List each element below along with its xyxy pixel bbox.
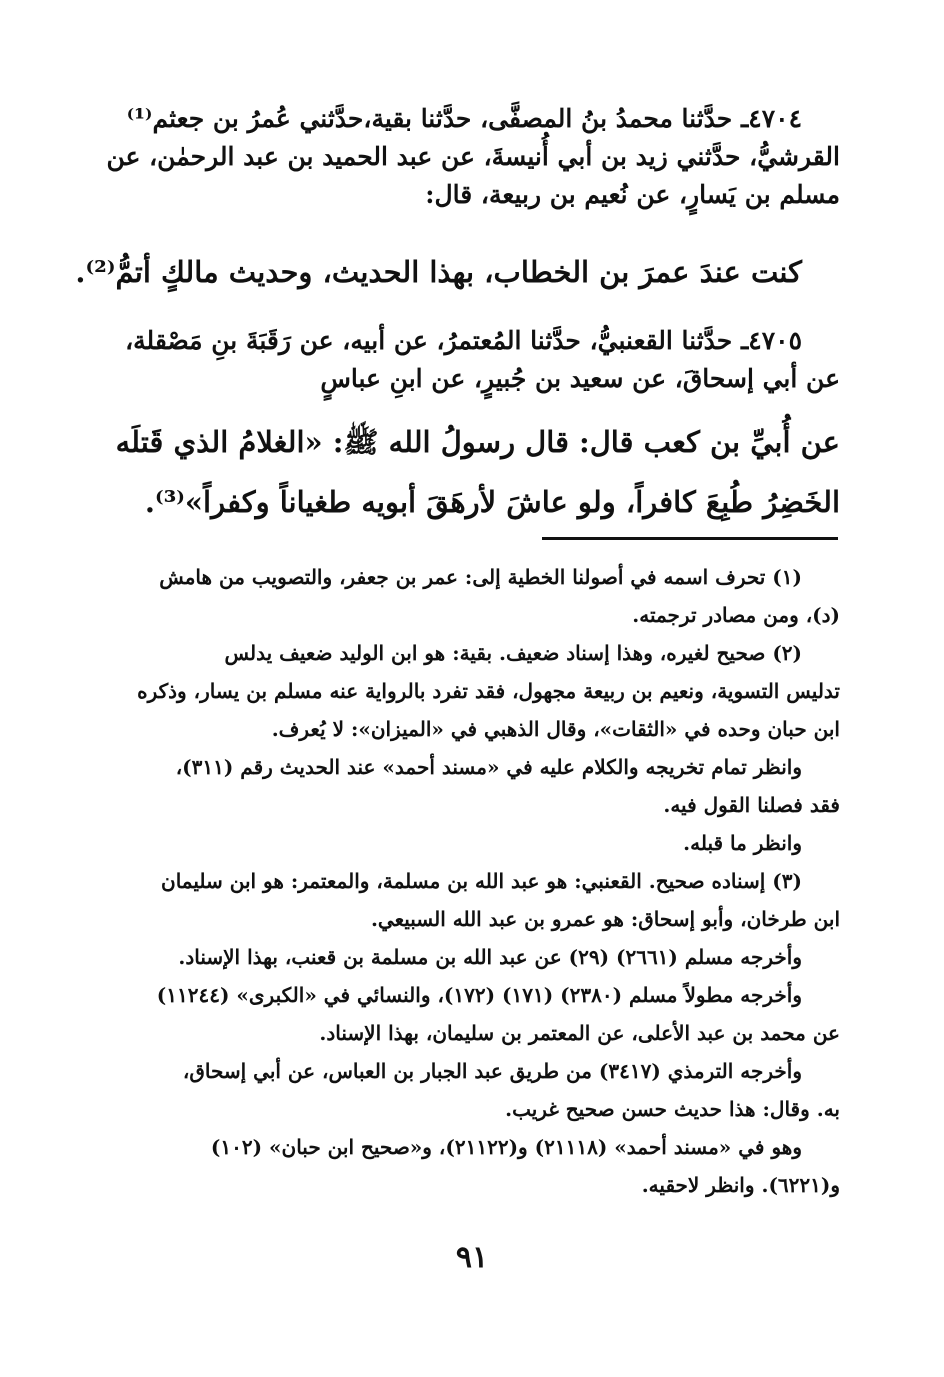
footnote-line: وانظر تمام تخريجه والكلام عليه في «مسند أحمد» عند الحديث رقم (٣١١)، xyxy=(175,755,802,779)
footnotes xyxy=(120,558,840,1204)
footnote-line: (د)، ومن مصادر ترجمته. xyxy=(632,603,840,627)
text-line: عن أبي إسحاقَ، عن سعيد بن جُبيرٍ، عن ابنِ عباسٍ xyxy=(320,364,840,393)
footnote-line: وأخرجه مسلم (٢٦٦١) (٢٩) عن عبد الله بن مسلمة بن قعنب، بهذا الإسناد. xyxy=(178,945,802,969)
text-line: كنت عندَ عمرَ بن الخطاب، بهذا الحديث، وحديث مالكٍ أتمُّ⁽²⁾. xyxy=(75,255,802,289)
text-line: ٤٧٠٥ـ حدَّثنا القعنبيُّ، حدَّثنا المُعتمرُ، عن أبيه، عن رَقَبَةَ بنِ مَصْقلة، xyxy=(125,326,802,355)
footnote-separator xyxy=(542,537,838,540)
text-line: ٤٧٠٤ـ حدَّثنا محمدُ بنُ المصفَّى، حدَّثنا بقية،حدَّثني عُمرُ بن جعثم⁽¹⁾ xyxy=(126,104,802,133)
text-line: القرشيُّ، حدَّثني زيد بن أبي أُنيسةَ، عن عبد الحميد بن عبد الرحمٰن، عن xyxy=(106,142,840,171)
footnote-line: (٣) إسناده صحيح. القعنبي: هو عبد الله بن مسلمة، والمعتمر: هو ابن سليمان xyxy=(161,869,802,893)
footnote-line: عن محمد بن عبد الأعلى، عن المعتمر بن سليمان، بهذا الإسناد. xyxy=(319,1021,840,1045)
hadith-4704-matn xyxy=(75,242,840,302)
footnote-line: تدليس التسوية، ونعيم بن ربيعة مجهول، فقد تفرد بالرواية عنه مسلم بن يسار، وذكره xyxy=(137,679,840,703)
text-line: الخَضِرُ طُبِعَ كافراً، ولو عاشَ لأرهَقَ أبويه طغياناً وكفراً»⁽³⁾. xyxy=(144,485,840,519)
page-number: ٩١ xyxy=(455,1240,489,1275)
footnote-line: به. وقال: هذا حديث حسن صحيح غريب. xyxy=(505,1097,840,1121)
footnote-line: وأخرجه مطولاً مسلم (٢٣٨٠) (١٧١) (١٧٢)، والنسائي في «الكبرى» (١١٢٤٤) xyxy=(156,983,802,1007)
footnote-line: وانظر ما قبله. xyxy=(683,831,802,855)
text-line: عن أُبيِّ بن كعب قال: قال رسولُ الله ﷺ: «الغلامُ الذي قَتلَه xyxy=(115,425,840,459)
footnote-line: وأخرجه الترمذي (٣٤١٧) من طريق عبد الجبار بن العباس، عن أبي إسحاق، xyxy=(182,1059,802,1083)
text-line: مسلم بن يَسارٍ، عن نُعيم بن ربيعة، قال: xyxy=(425,180,840,209)
footnote-line: فقد فصلنا القول فيه. xyxy=(663,793,840,817)
hadith-4704-isnad xyxy=(106,100,840,214)
footnote-line: (٢) صحيح لغيره، وهذا إسناد ضعيف. بقية: هو ابن الوليد ضعيف يدلس xyxy=(224,641,802,665)
hadith-4705-matn xyxy=(115,412,840,532)
footnote-line: (١) تحرف اسمه في أصولنا الخطية إلى: عمر بن جعفر، والتصويب من هامش xyxy=(159,565,802,589)
footnote-line: وهو في «مسند أحمد» (٢١١١٨) و(٢١١٢٢)، و«صحيح ابن حبان» (١٠٢) xyxy=(210,1135,802,1159)
footnote-line: ابن طرخان، وأبو إسحاق: هو عمرو بن عبد الله السبيعي. xyxy=(370,907,840,931)
footnote-line: و(٦٢٢١). وانظر لاحقيه. xyxy=(641,1173,840,1197)
footnote-line: ابن حبان وحده في «الثقات»، وقال الذهبي في «الميزان»: لا يُعرف. xyxy=(271,717,840,741)
hadith-4705-isnad xyxy=(120,322,840,398)
